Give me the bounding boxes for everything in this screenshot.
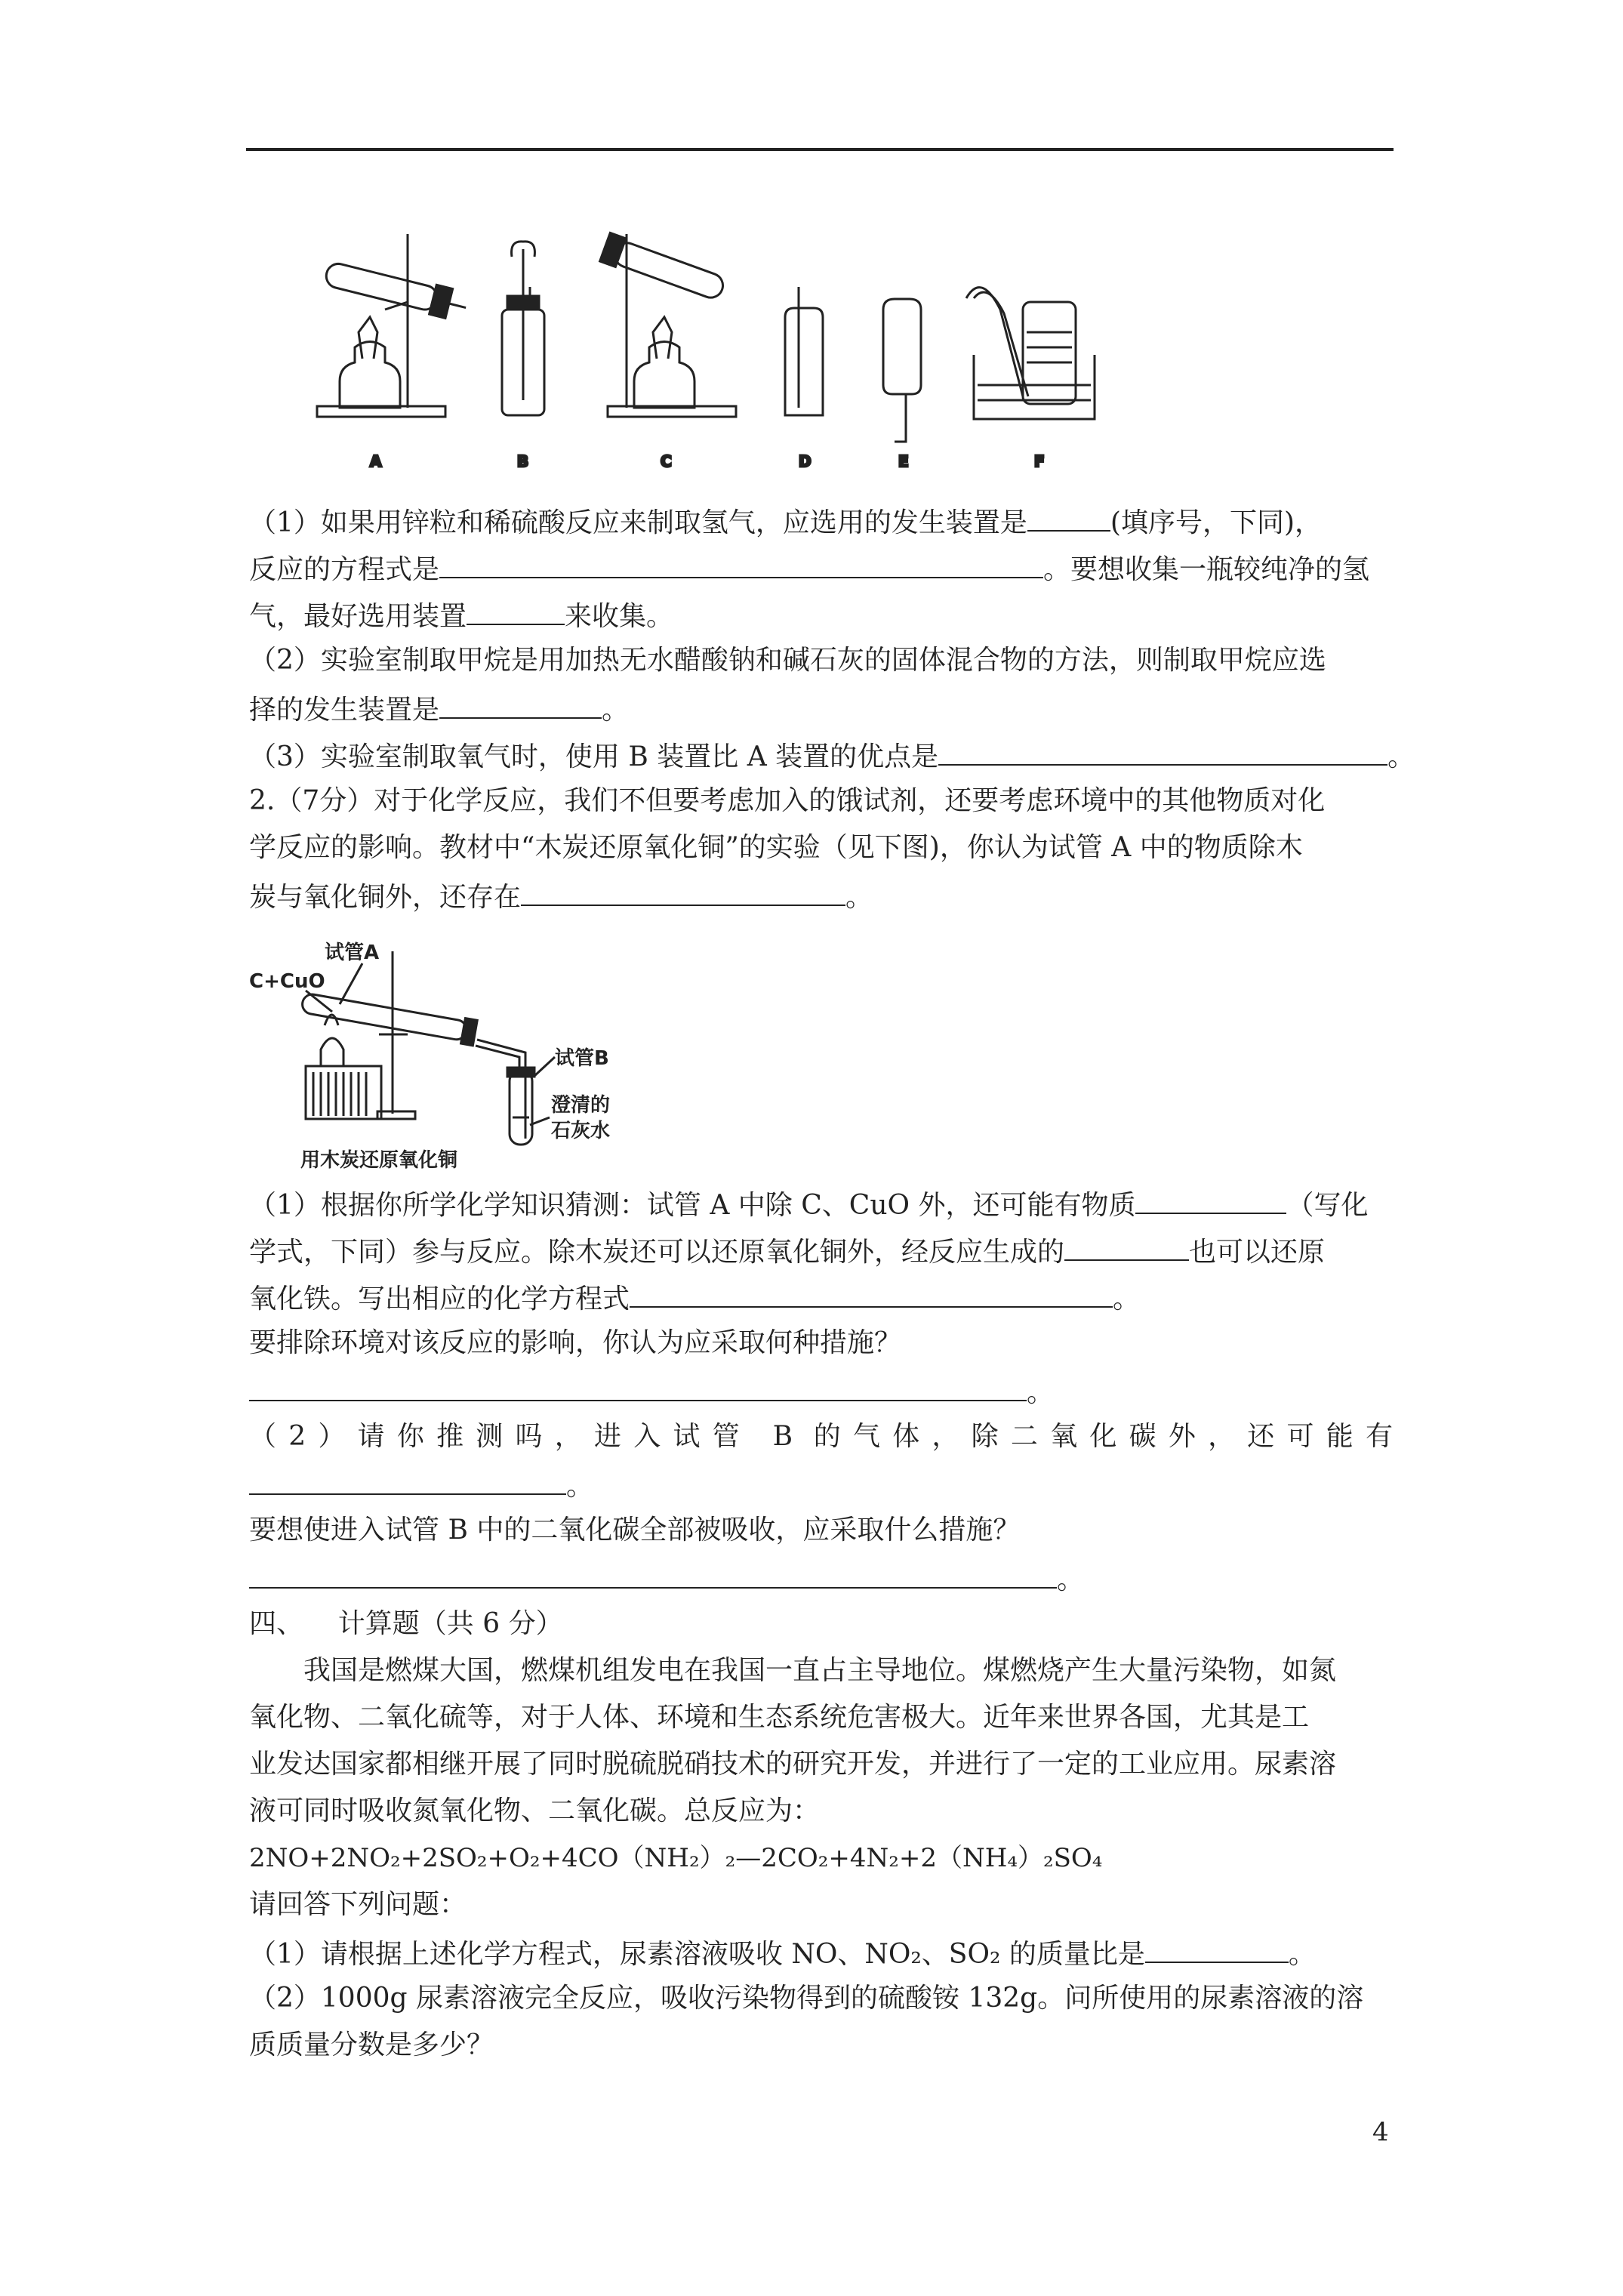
q2-intro-1: 2.（7分）对于化学反应，我们不但要考虑加入的饿试剂，还要考虑环境中的其他物质对化 [249, 785, 1326, 816]
q2-s2-line-2: 。 [249, 1460, 593, 1507]
q4-s1: （1）请根据上述化学方程式，尿素溶液吸收 NO、NO₂、SO₂ 的质量比是 。 [249, 1928, 1316, 1975]
answer-blank[interactable] [521, 871, 845, 906]
q2-s1-line-4: 要排除环境对该反应的影响，你认为应采取何种措施？ [249, 1327, 902, 1358]
q4-ask: 请回答下列问题： [249, 1889, 467, 1920]
q1-line-1: （1）如果用锌粒和稀硫酸反应来制取氢气，应选用的发生装置是 (填序号，下同)， [249, 497, 1322, 544]
q4-body-4: 液可同时吸收氮氧化物、二氧化碳。总反应为： [249, 1795, 821, 1826]
q4-body-3: 业发达国家都相继开展了同时脱硫脱硝技术的研究开发，并进行了一定的工业应用。尿素溶 [249, 1749, 1337, 1780]
answer-blank[interactable] [249, 1460, 566, 1495]
q4-s2-line-2: 质质量分数是多少？ [249, 2029, 494, 2060]
answer-blank[interactable] [249, 1554, 1057, 1589]
answer-blank[interactable] [1064, 1226, 1189, 1261]
reaction-equation: 2NO+2NO₂+2SO₂+O₂+4CO（NH₂）₂—2CO₂+4N₂+2（NH₄）₂SO₄ [249, 1843, 1103, 1873]
figure-caption: 用木炭还原氧化铜 [300, 1149, 458, 1170]
label-reactants: C+CuO [249, 970, 325, 993]
q4-s2-line-1: （2）1000g 尿素溶液完全反应，吸收污染物得到的硫酸铵 132g。问所使用的尿素溶液的溶 [249, 1983, 1364, 2014]
q2-intro-2: 学反应的影响。教材中“木炭还原氧化铜”的实验（见下图)，你认为试管 A 中的物质除木 [249, 832, 1303, 863]
q2-s1-line-1: （1）根据你所学化学知识猜测：试管 A 中除 C、CuO 外，还可能有物质 （写化 [249, 1179, 1368, 1226]
q2-intro-3: 炭与氧化铜外，还存在 。 [249, 871, 873, 918]
answer-blank[interactable] [249, 1367, 1027, 1401]
q1-line-5: 择的发生装置是 。 [249, 684, 629, 731]
q1-line-2: 反应的方程式是 。要想收集一瓶较纯净的氢 [249, 544, 1369, 590]
apparatus-figure [310, 227, 1163, 476]
answer-blank[interactable] [1027, 497, 1110, 532]
q2-s2-line-4: 。 [249, 1554, 1084, 1601]
reduction-figure [249, 936, 672, 1170]
apparatus-d [785, 287, 823, 470]
apparatus-f [966, 288, 1095, 470]
answer-blank[interactable] [1145, 1928, 1289, 1963]
label-a: A [370, 452, 382, 470]
label-tube-a: 试管A [325, 942, 380, 964]
label-e: E [898, 452, 909, 470]
label-limewater-1: 澄清的 [551, 1094, 611, 1117]
q2-s1-line-2: 学式，下同）参与反应。除木炭还可以还原氧化铜外，经反应生成的 也可以还原 [249, 1226, 1325, 1273]
label-c: C [661, 452, 672, 470]
answer-blank[interactable] [467, 590, 565, 625]
answer-blank[interactable] [938, 731, 1387, 766]
q2-s2-line-3: 要想使进入试管 B 中的二氧化碳全部被吸收，应采取什么措施？ [249, 1515, 1021, 1546]
answer-blank[interactable] [439, 684, 602, 719]
page-number: 4 [1372, 2117, 1389, 2147]
answer-blank[interactable] [630, 1273, 1113, 1308]
q4-body-2: 氧化物、二氧化硫等，对于人体、环境和生态系统危害极大。近年来世界各国，尤其是工 [249, 1702, 1310, 1733]
apparatus-e [883, 299, 921, 470]
label-tube-b: 试管B [555, 1047, 609, 1070]
q2-s1-line-3: 氧化铁。写出相应的化学方程式 。 [249, 1273, 1140, 1320]
apparatus-b [502, 242, 544, 470]
section-4-heading: 四、 计算题（共 6 分） [249, 1608, 563, 1639]
q1-line-3: 气，最好选用装置 来收集。 [249, 590, 673, 637]
answer-blank[interactable] [1135, 1179, 1286, 1214]
q1-line-6: （3）实验室制取氧气时，使用 B 装置比 A 装置的优点是 。 [249, 731, 1415, 778]
q2-s1-line-5: 。 [249, 1367, 1054, 1413]
answer-blank[interactable] [439, 544, 1043, 578]
q2-s2-line-1: （2）请你推测吗，进入试管 B 的气体，除二氧化碳外，还可能有 [249, 1421, 1393, 1452]
label-limewater-2: 石灰水 [551, 1120, 611, 1142]
apparatus-c [600, 233, 736, 470]
label-d: D [799, 452, 812, 470]
q1-line-4: （2）实验室制取甲烷是用加热无水醋酸钠和碱石灰的固体混合物的方法，则制取甲烷应选 [249, 645, 1326, 676]
q4-body-1: 我国是燃煤大国，燃煤机组发电在我国一直占主导地位。煤燃烧产生大量污染物，如氮 [303, 1655, 1337, 1686]
label-b: B [517, 452, 529, 470]
apparatus-a [317, 234, 470, 470]
label-f: F [1034, 452, 1045, 470]
header-rule [246, 148, 1394, 151]
